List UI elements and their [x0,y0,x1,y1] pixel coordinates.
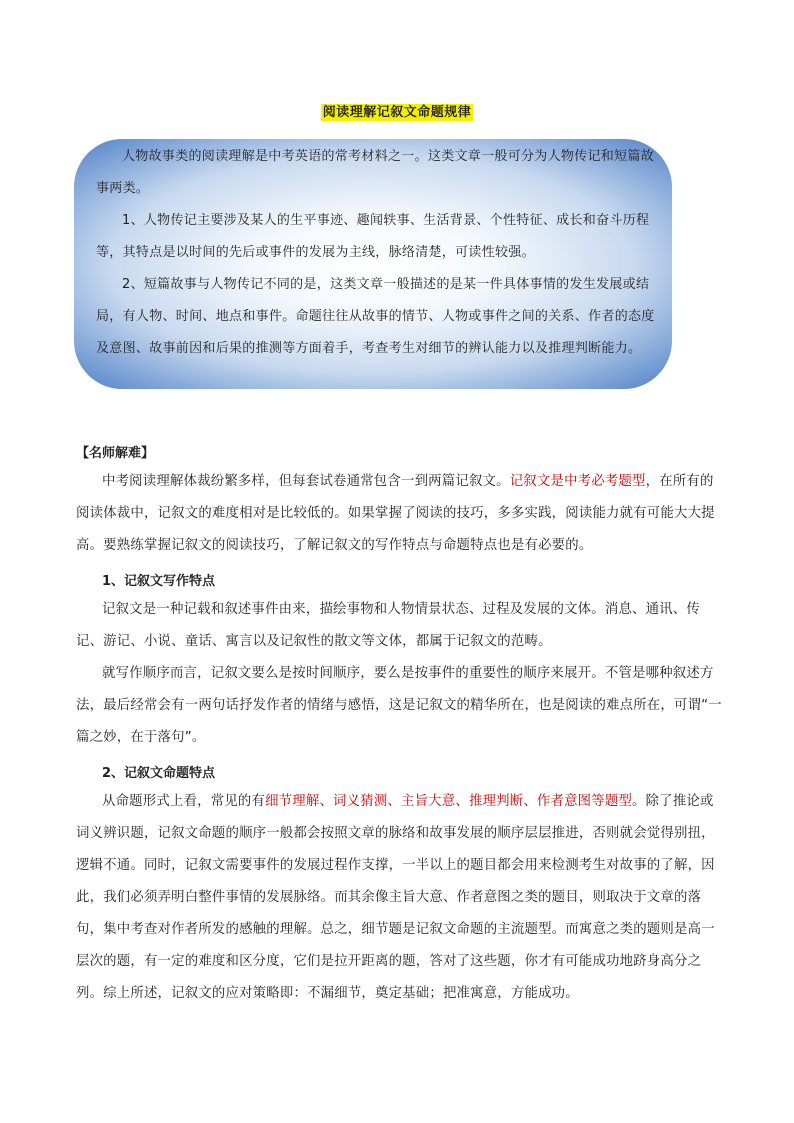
paragraph-1-text-b: ，在所有的阅读体裁中，记叙文的难度相对是比较低的。如果掌握了阅读的技巧，多多实践，阅读能力就有可能大大提高。要熟练掌握记叙文的阅读技巧，了解记叙文的写作特点与命题特点也是有必要的。 [76,474,715,553]
paragraph-4-text-a: 从命题形式上看，常见的有 [102,794,266,809]
section-label: 【名师解难】 [76,446,155,461]
paragraph-1 [76,466,722,562]
paragraph-4-text-b: 。除了推论或词义辨识题，记叙文命题的顺序一般都会按照文章的脉络和故事发展的顺序层层推进，否则就会觉得别扭，逻辑不通。同时，记叙文需要事件的发展过程作支撑，一半以上的题目都会用来检测考生对故事的了解，因此，我们必须弄明白整件事情的发展脉络。而其余像主旨大意、作者意图之类的题目，则取决于文章的落句，集中考查对作者所发的感触的理解。总之，细节题是记叙文命题的主流题型。而寓意之类的题则是高一层次的题，有一定的难度和区分度，它们是拉开距离的题，答对了这些题，你才有可能成功地跻身高分之列。综上所述，记叙文的应对策略即：不漏细节，奠定基础；把准寓意，方能成功。 [76,794,715,1001]
intro-paragraph-2: 1、人物传记主要涉及某人的生平事迹、趣闻轶事、生活背景、个性特征、成长和奋斗历程等，其特点是以时间的先后或事件的发展为主线，脉络清楚，可读性较强。 [96,213,650,260]
paragraph-1-text-a: 中考阅读理解体裁纷繁多样，但每套试卷通常包含一到两篇记叙文。 [102,474,510,489]
paragraph-3: 就写作顺序而言，记叙文要么是按时间顺序，要么是按事件的重要性的顺序来展开。不管是哪种叙述方法，最后经常会有一两句话抒发作者的情绪与感悟，这是记叙文的精华所在，也是阅读的难点所在，可谓“一篇之妙，在于落句”。 [76,666,722,745]
title-text: 阅读理解记叙文命题规律 [322,105,472,120]
intro-paragraph-1: 人物故事类的阅读理解是中考英语的常考材料之一。这类文章一般可分为人物传记和短篇故事两类。 [96,149,655,196]
heading-writing-features: 1、记叙文写作特点 [102,574,216,589]
paragraph-4-highlight: 细节理解、词义猜测、主旨大意、推理判断、作者意图等题型 [265,794,633,809]
paragraph-1-highlight: 记叙文是中考必考题型 [509,474,646,489]
paragraph-2: 记叙文是一种记载和叙述事件由来，描绘事物和人物情景状态、过程及发展的文体。消息、通讯、传记、游记、小说、童话、寓言以及记叙性的散文等文体，都属于记叙文的范畴。 [76,602,700,649]
intro-paragraph-3: 2、短篇故事与人物传记不同的是，这类文章一般描述的是某一件具体事情的发生发展或结局，有人物、时间、地点和事件。命题往往从故事的情节、人物或事件之间的关系、作者的态度及意图、故事前因和后果的推测等方面着手，考查考生对细节的辨认能力以及推理判断能力。 [96,277,655,356]
document-title [0,101,794,120]
heading-question-features: 2、记叙文命题特点 [102,766,216,781]
intro-box [74,139,672,389]
paragraph-4 [76,786,722,1010]
